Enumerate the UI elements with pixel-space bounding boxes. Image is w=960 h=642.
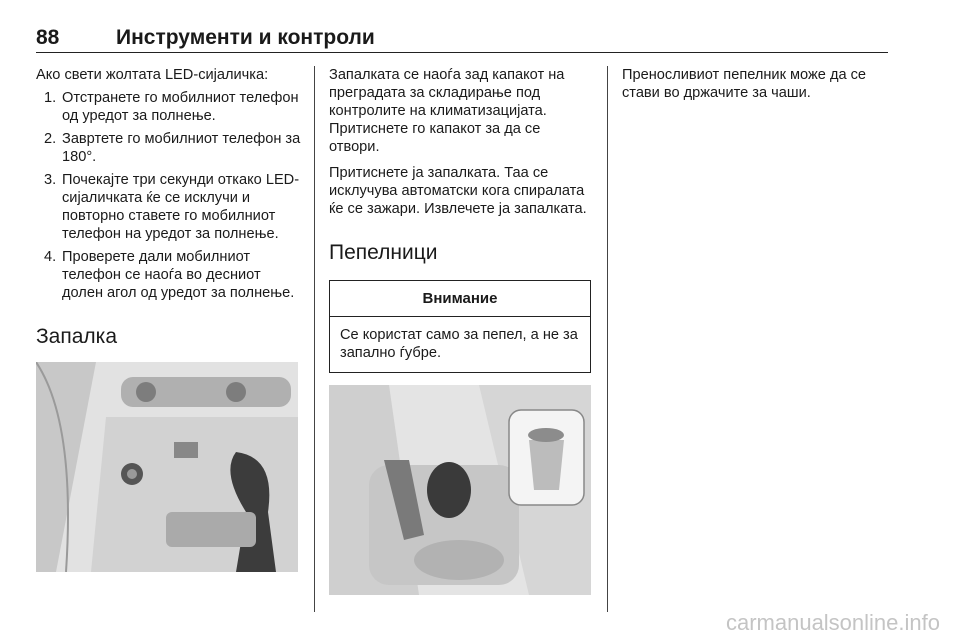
lighter-usage-text: Притиснете ја запалката. Таа се исклучува автоматски кога спиралата ќе се зажари. Извлечете ја запалката. xyxy=(329,165,587,217)
step-number: 4. xyxy=(44,249,57,265)
column-middle xyxy=(329,66,593,595)
lighter-illustration xyxy=(36,362,298,572)
column-right xyxy=(622,66,888,102)
list-item xyxy=(36,89,302,125)
page-number: 88 xyxy=(36,26,60,49)
portable-ashtray-text: Преносливиот пепелник може да се стави во држачите за чаши. xyxy=(622,67,867,101)
steps-list xyxy=(36,89,302,302)
list-item xyxy=(36,171,302,243)
list-item xyxy=(36,130,302,166)
step-number: 1. xyxy=(44,90,57,106)
step-text: Завртете го мобилниот телефон за 180°. xyxy=(62,131,301,165)
ashtray-illustration xyxy=(329,385,591,595)
watermark-text: carmanualsonline.info xyxy=(725,610,940,635)
step-text: Проверете дали мобилниот телефон се наоѓа во десниот долен агол од уредот за полнење. xyxy=(62,249,295,301)
step-number: 2. xyxy=(44,131,57,147)
step-number: 3. xyxy=(44,172,57,188)
list-item xyxy=(36,248,302,302)
column-divider xyxy=(314,66,315,612)
column-divider xyxy=(607,66,608,612)
step-text: Отстранете го мобилниот телефон од уредот за полнење. xyxy=(62,90,299,124)
caution-box xyxy=(329,280,591,373)
section-heading-ashtray: Пепелници xyxy=(329,241,438,264)
step-text: Почекајте три секунди откако LED-сијаличката ќе се исклучи и повторно ставете го мобилниот телефон на уредот за полнење. xyxy=(62,172,300,242)
caution-text: Се користат само за пепел, а не за запално ѓубре. xyxy=(340,327,578,361)
intro-text: Ако свети жолтата LED-сијаличка: xyxy=(36,67,269,83)
column-left xyxy=(36,66,302,572)
section-heading-lighter: Запалка xyxy=(36,325,117,348)
page-title: Инструменти и контроли xyxy=(116,26,375,49)
lighter-location-text: Запалката се наоѓа зад капакот на преградата за складирање под контролите на климатизацијата. Притиснете го капакот за да се отвори. xyxy=(329,67,565,155)
caution-title: Внимание xyxy=(330,281,590,317)
page-header xyxy=(36,26,888,53)
